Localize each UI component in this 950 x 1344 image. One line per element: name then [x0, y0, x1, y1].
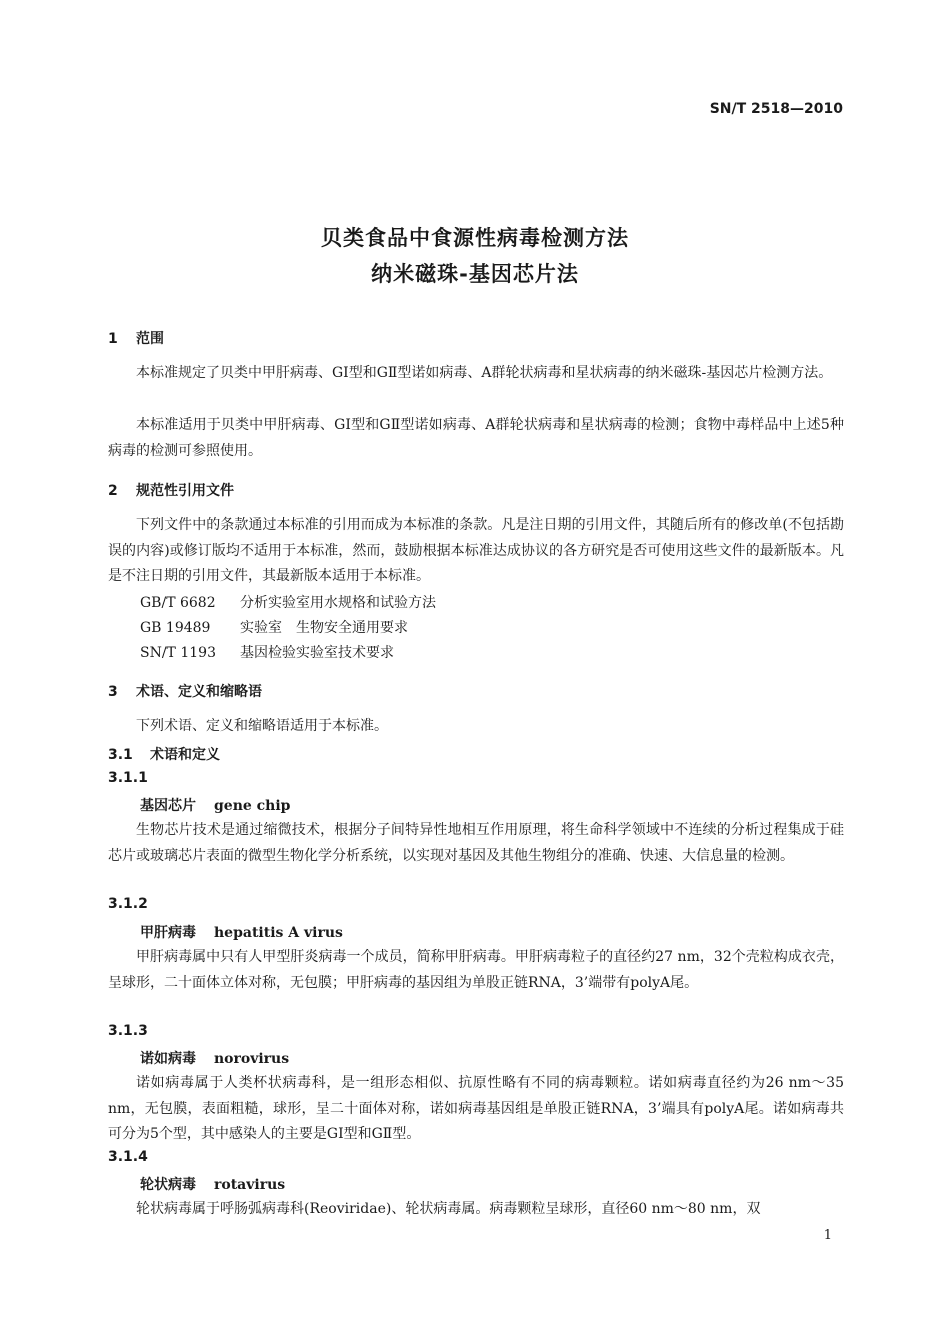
- reference-title: 基因检验实验室技术要求: [240, 645, 394, 661]
- normative-reference: [140, 592, 436, 612]
- page-number: 1: [823, 1228, 832, 1243]
- section-2-heading: [108, 480, 234, 500]
- normative-reference: [140, 642, 394, 662]
- section-number: 3.1: [108, 747, 133, 763]
- section-number: 1: [108, 331, 118, 347]
- section-2-paragraph-1: 下列文件中的条款通过本标准的引用而成为本标准的条款。凡是注日期的引用文件，其随后所有的修改单(不包括勘误的内容)或修订版均不适用于本标准，然而，鼓励根据本标准达成协议的各方研究是否可使用这些文件的最新版本。凡是不注日期的引用文件，其最新版本适用于本标准。: [108, 517, 844, 584]
- section-1-paragraph-2: 本标准适用于贝类中甲肝病毒、GⅠ型和GⅡ型诺如病毒、A群轮状病毒和星状病毒的检测；食物中毒样品中上述5种病毒的检测可参照使用。: [108, 417, 844, 459]
- term-number: 3.1.1: [108, 770, 148, 786]
- term-en: norovirus: [214, 1051, 290, 1067]
- doc-title-line1: 贝类食品中食源性病毒检测方法: [321, 226, 629, 250]
- term-zh: 轮状病毒: [140, 1177, 196, 1193]
- term-definition: 甲肝病毒属中只有人甲型肝炎病毒一个成员，简称甲肝病毒。甲肝病毒粒子的直径约27 nm，32个壳粒构成衣壳，呈球形，二十面体立体对称，无包膜；甲肝病毒的基因组为单股正链RNA，3’端带有polyA尾。: [108, 949, 844, 991]
- section-1-paragraph-1: 本标准规定了贝类中甲肝病毒、GⅠ型和GⅡ型诺如病毒、A群轮状病毒和星状病毒的纳米磁珠-基因芯片检测方法。: [136, 365, 833, 381]
- doc-title-line2: 纳米磁珠-基因芯片法: [371, 262, 579, 286]
- term-number: 3.1.4: [108, 1149, 148, 1165]
- standard-code: SN/T 2518—2010: [709, 101, 843, 117]
- term-zh: 基因芯片: [140, 798, 196, 814]
- term-heading: [140, 922, 343, 942]
- section-3-heading: [108, 681, 262, 701]
- term-en: rotavirus: [214, 1177, 286, 1193]
- section-title: 规范性引用文件: [136, 483, 234, 499]
- term-heading: [140, 795, 290, 815]
- section-3-paragraph-1: 下列术语、定义和缩略语适用于本标准。: [136, 718, 388, 734]
- term-definition: 轮状病毒属于呼肠弧病毒科(Reoviridae)、轮状病毒属。病毒颗粒呈球形，直径60 nm～80 nm，双: [136, 1201, 761, 1217]
- section-number: 3: [108, 684, 118, 700]
- term-en: hepatitis A virus: [214, 925, 343, 941]
- reference-title: 分析实验室用水规格和试验方法: [240, 595, 436, 611]
- term-zh: 甲肝病毒: [140, 925, 196, 941]
- subsection-3-1-heading: [108, 744, 220, 764]
- term-number: 3.1.2: [108, 896, 148, 912]
- reference-title: 实验室 生物安全通用要求: [240, 620, 408, 636]
- term-number: 3.1.3: [108, 1023, 148, 1039]
- section-title: 术语和定义: [150, 747, 220, 763]
- section-title: 范围: [136, 331, 164, 347]
- reference-code: GB 19489: [140, 620, 211, 636]
- term-definition: 诺如病毒属于人类杯状病毒科，是一组形态相似、抗原性略有不同的病毒颗粒。诺如病毒直径约为26 nm～35 nm，无包膜，表面粗糙，球形，呈二十面体对称，诺如病毒基因组是单股正链RNA，3’端具有polyA尾。诺如病毒共可分为5个型，其中感染人的主要是GⅠ型和GⅡ型。: [108, 1075, 844, 1142]
- term-heading: [140, 1174, 285, 1194]
- reference-code: GB/T 6682: [140, 595, 216, 611]
- section-number: 2: [108, 483, 118, 499]
- term-heading: [140, 1048, 289, 1068]
- section-title: 术语、定义和缩略语: [136, 684, 262, 700]
- term-en: gene chip: [214, 798, 291, 814]
- term-zh: 诺如病毒: [140, 1051, 196, 1067]
- section-1-heading: [108, 328, 164, 348]
- normative-reference: [140, 617, 408, 637]
- reference-code: SN/T 1193: [140, 645, 216, 661]
- term-definition: 生物芯片技术是通过缩微技术，根据分子间特异性地相互作用原理，将生命科学领域中不连续的分析过程集成于硅芯片或玻璃芯片表面的微型生物化学分析系统，以实现对基因及其他生物组分的准确、快速、大信息量的检测。: [108, 822, 844, 864]
